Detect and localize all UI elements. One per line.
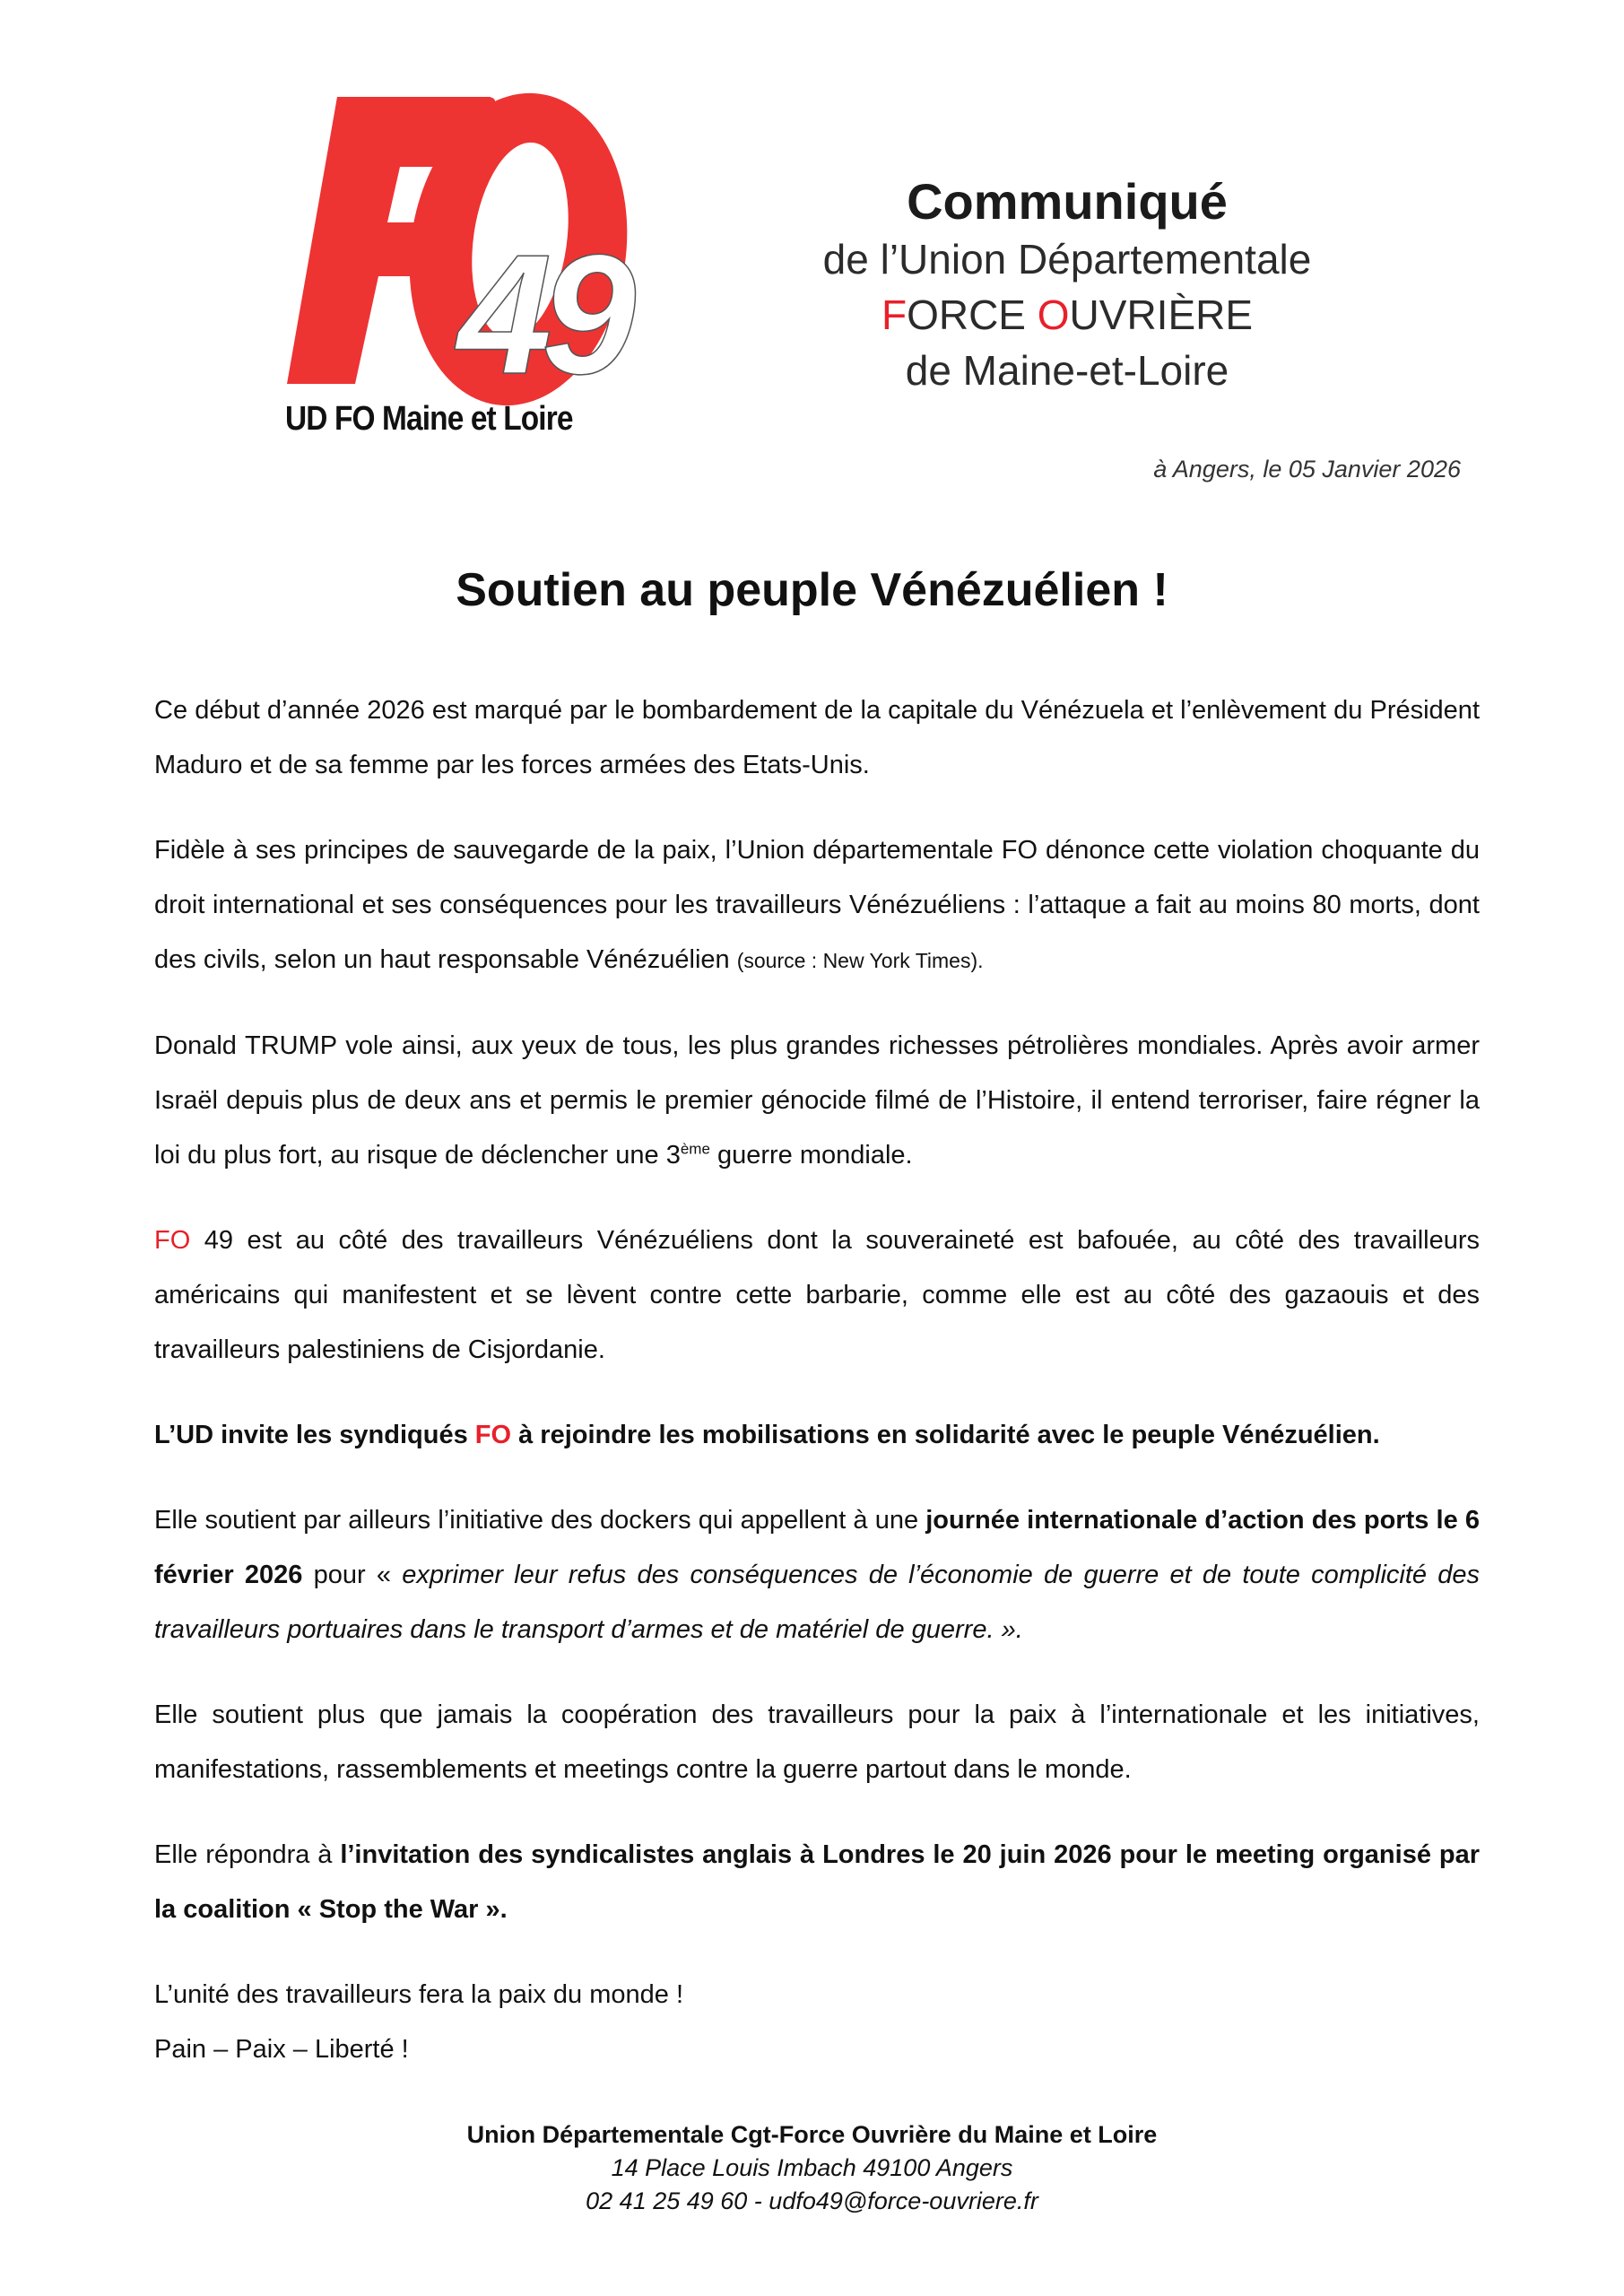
paragraph-8-bold: l’invitation des syndicalistes anglais à Londres le 20 juin 2026 pour le meeting organisé par la coalition « Stop the War ». xyxy=(154,1840,1480,1924)
paragraph-6-quote: exprimer leur refus des conséquences de l’économie de guerre et de toute complicité des travailleurs portuaires dans le transport d’armes et de matériel de guerre. ». xyxy=(154,1561,1480,1644)
paragraph-7: Elle soutient plus que jamais la coopération des travailleurs pour la paix à l’internationale et les initiatives, manifestations, rassemblements et meetings contre la guerre partout dans le monde. xyxy=(154,1700,1480,1784)
closing-line-2: Pain – Paix – Liberté ! xyxy=(154,2035,409,2064)
paragraph-5-fo: FO xyxy=(474,1421,512,1449)
paragraph-6-text-b: pour « xyxy=(302,1561,403,1589)
paragraph-6-bold: journée internationale d’action des ports le 6 février 2026 xyxy=(154,1506,1480,1589)
logo-number: 49 xyxy=(457,220,626,410)
footer-org: Union Départementale Cgt-Force Ouvrière du Maine et Loire xyxy=(466,2121,1158,2148)
paragraph-4-fo: FO xyxy=(154,1226,191,1255)
paragraph-6-text-a: Elle soutient par ailleurs l’initiative des dockers qui appellent à une xyxy=(154,1506,926,1535)
paragraph-8-text-a: Elle répondra à xyxy=(154,1840,341,1869)
communique-header xyxy=(753,172,1381,398)
logo-caption: UD FO Maine et Loire xyxy=(285,400,573,438)
footer xyxy=(0,2118,1624,2218)
paragraph-2-source: (source : New York Times). xyxy=(736,949,984,972)
header-line-2 xyxy=(753,287,1381,343)
header-line-3: de Maine-et-Loire xyxy=(905,347,1229,394)
header-uvriere: UVRIÈRE xyxy=(1069,291,1254,338)
footer-contact[interactable]: 02 41 25 49 60 - udfo49@force-ouvriere.fr xyxy=(586,2187,1038,2214)
paragraph-5-text-b: à rejoindre les mobilisations en solidarité avec le peuple Vénézuélien. xyxy=(511,1421,1380,1449)
document-title: Soutien au peuple Vénézuélien ! xyxy=(456,564,1168,616)
paragraph-3-text-a: Donald TRUMP vole ainsi, aux yeux de tous, les plus grandes richesses pétrolières mondiales. Après avoir armer Israël depuis plus de deux ans et permis le premier génocide filmé de l’Histoire, il entend terroriser, faire régner la loi du plus fort, au risque de déclencher une 3 xyxy=(154,1031,1480,1170)
paragraph-2-text: Fidèle à ses principes de sauvegarde de la paix, l’Union départementale FO dénonce cette violation choquante du droit international et ses conséquences pour les travailleurs Vénézuéliens : l’attaque a fait au moins 80 morts, dont des civils, selon un haut responsable Vénézuélien xyxy=(154,836,1480,974)
header-o: O xyxy=(1037,291,1070,338)
paragraph-4 xyxy=(154,1213,1480,1378)
paragraph-3-sup: ème xyxy=(680,1140,710,1158)
paragraph-8 xyxy=(154,1828,1480,1937)
closing-line-1: L’unité des travailleurs fera la paix du monde ! xyxy=(154,1980,684,2009)
document-body xyxy=(154,683,1480,2077)
paragraph-3 xyxy=(154,1019,1480,1183)
header-orce: ORCE xyxy=(907,291,1038,338)
header-line-1: de l’Union Départementale xyxy=(822,236,1312,283)
footer-address: 14 Place Louis Imbach 49100 Angers xyxy=(611,2154,1013,2181)
paragraph-4-text: 49 est au côté des travailleurs Vénézuéliens dont la souveraineté est bafouée, au côté des travailleurs américains qui manifestent et se lèvent contre cette barbarie, comme elle est au côté des gazaouis et des travailleurs palestiniens de Cisjordanie. xyxy=(154,1226,1480,1364)
paragraph-3-text-b: guerre mondiale. xyxy=(709,1141,913,1170)
header-title: Communiqué xyxy=(907,173,1228,230)
paragraph-6 xyxy=(154,1493,1480,1657)
paragraph-5 xyxy=(154,1408,1480,1463)
paragraph-5-text-a: L’UD invite les syndiqués xyxy=(154,1421,475,1449)
paragraph-2 xyxy=(154,823,1480,988)
paragraph-1: Ce début d’année 2026 est marqué par le bombardement de la capitale du Vénézuela et l’enlèvement du Président Maduro et de sa femme par les forces armées des Etats-Unis. xyxy=(154,696,1480,779)
fo49-logo xyxy=(285,88,644,447)
date-line: à Angers, le 05 Janvier 2026 xyxy=(1153,456,1461,483)
header-f: F xyxy=(881,291,908,338)
fo-logo-icon xyxy=(285,88,644,411)
